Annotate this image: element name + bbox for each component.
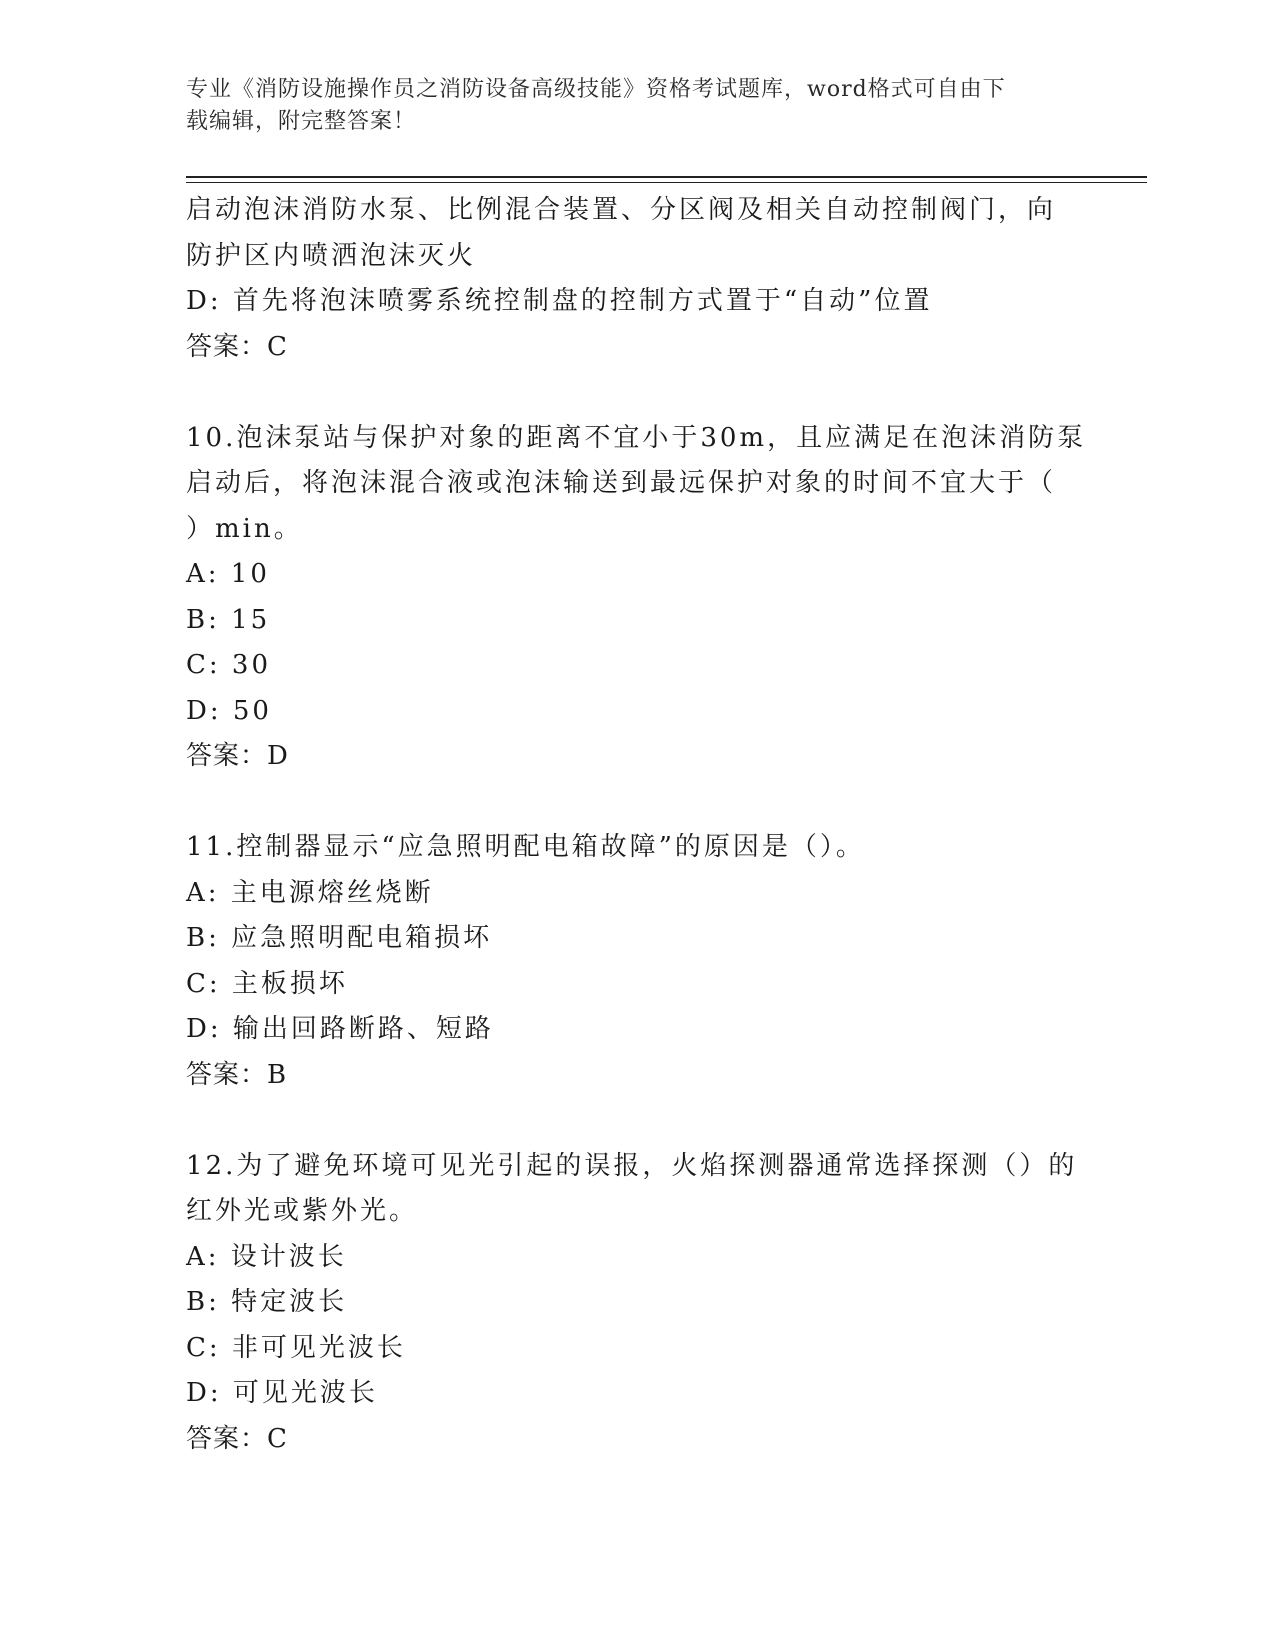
answer: 答案：B (186, 1059, 288, 1090)
spacer (186, 780, 1086, 826)
question-10 (186, 416, 1086, 780)
option-b: B: 应急照明配电箱损坏 (186, 923, 493, 953)
question-12 (186, 1144, 1086, 1463)
answer: 答案：C (186, 1423, 288, 1454)
question-text-line: ）min。 (186, 513, 303, 544)
question-content (186, 188, 1086, 1462)
header-line-2: 载编辑，附完整答案！ (186, 109, 417, 134)
option-d: D: 50 (186, 695, 272, 726)
answer: 答案：C (186, 331, 288, 362)
question-text-line: 12.为了避免环境可见光引起的误报，火焰探测器通常选择探测（）的 (186, 1150, 1078, 1181)
option-a: A: 10 (186, 559, 270, 589)
option-a: A: 设计波长 (186, 1241, 347, 1272)
option-d: D: 输出回路断路、短路 (186, 1014, 494, 1044)
spacer (186, 1098, 1086, 1144)
answer: 答案：D (186, 741, 289, 771)
question-11 (186, 825, 1086, 1098)
question-text-line: 防护区内喷洒泡沫灭火 (186, 240, 477, 271)
option-c: C: 主板损坏 (186, 968, 348, 999)
spacer (186, 370, 1086, 416)
question-text-line: 红外光或紫外光。 (186, 1196, 419, 1226)
option-d: D: 可见光波长 (186, 1378, 378, 1408)
question-text-line: 11.控制器显示“应急照明配电箱故障”的原因是（）。 (186, 832, 865, 862)
document-header (186, 74, 1086, 138)
option-b: B: 15 (186, 604, 271, 635)
header-line-1: 专业《消防设施操作员之消防设备高级技能》资格考试题库，word格式可自由下 (186, 77, 1006, 102)
option-a: A: 主电源熔丝烧断 (186, 877, 434, 908)
continued-question (186, 188, 1086, 370)
option-b: B: 特定波长 (186, 1287, 348, 1317)
header-divider-thin (186, 182, 1147, 183)
question-text-line: 启动后，将泡沫混合液或泡沫输送到最远保护对象的时间不宜大于（ (186, 468, 1057, 498)
option-d: D: 首先将泡沫喷雾系统控制盘的控制方式置于“自动”位置 (186, 286, 933, 316)
question-text-line: 启动泡沫消防水泵、比例混合装置、分区阀及相关自动控制阀门，向 (186, 195, 1057, 225)
option-c: C: 非可见光波长 (186, 1332, 406, 1363)
option-c: C: 30 (186, 650, 272, 680)
question-text-line: 10.泡沫泵站与保护对象的距离不宜小于30m，且应满足在泡沫消防泵 (186, 422, 1087, 453)
header-divider-thick (186, 176, 1147, 178)
